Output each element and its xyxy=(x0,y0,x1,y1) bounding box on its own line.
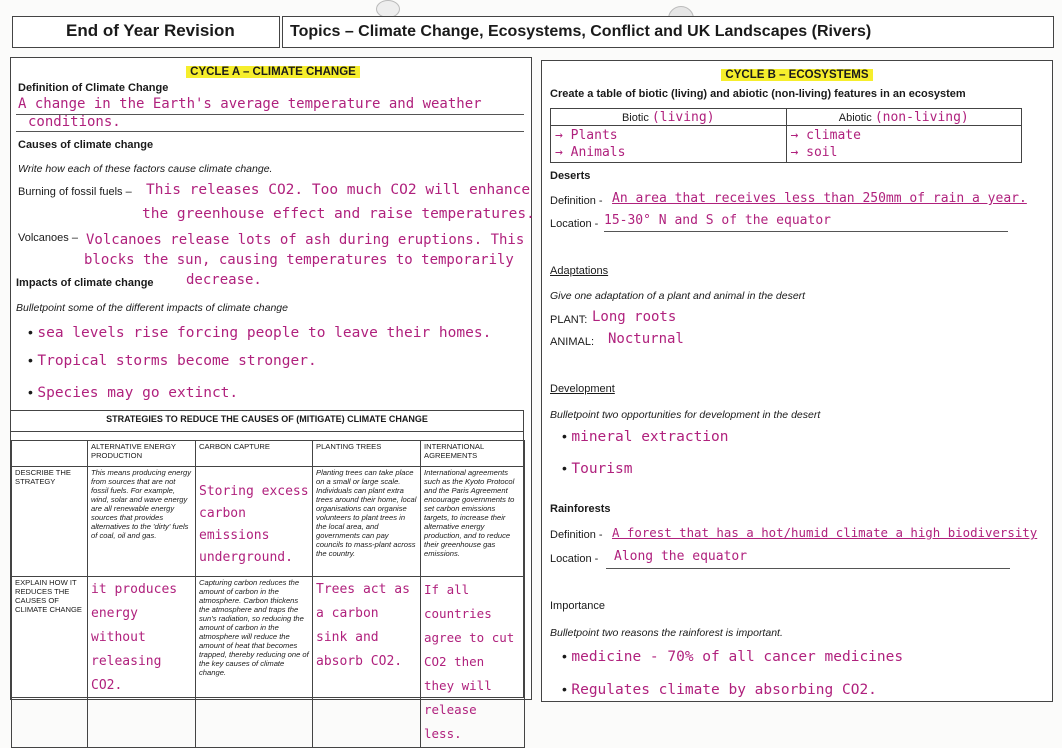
impact-text: Tropical storms become stronger. xyxy=(37,353,317,369)
strategy-description: Storing excess carbon emissions underground. xyxy=(196,467,313,577)
cycle-b-title xyxy=(541,65,1053,83)
biotic-item: → Plants xyxy=(555,128,618,143)
development-text: mineral extraction xyxy=(571,429,729,445)
abiotic-items xyxy=(786,126,1022,163)
importance-heading: Importance xyxy=(550,600,606,612)
cycle-b-title-text: CYCLE B – ECOSYSTEMS xyxy=(721,69,872,81)
column-header: INTERNATIONAL AGREEMENTS xyxy=(421,441,525,467)
column-header: PLANTING TREES xyxy=(313,441,421,467)
causes-heading: Causes of climate change xyxy=(18,139,154,151)
strategies-table xyxy=(10,410,524,741)
importance-text: medicine - 70% of all cancer medicines xyxy=(571,649,904,665)
climate-definition-answer-1: A change in the Earth's average temperature and weather xyxy=(18,96,482,112)
strategy-description: International agreements such as the Kyoto Protocol and the Paris Agreement encourage governments to set carbon emissions targets, to increase their alternative energy production, and to reduce their greenhouse gas emissions. xyxy=(421,467,525,577)
abiotic-item: → climate xyxy=(790,128,861,143)
climate-definition-answer-2: conditions. xyxy=(28,114,121,130)
impacts-instruction: Bulletpoint some of the different impacts of climate change xyxy=(16,302,288,314)
development-item xyxy=(562,428,729,446)
header-title: End of Year Revision xyxy=(66,21,235,40)
bullet-icon: • xyxy=(28,324,33,340)
biotic-items xyxy=(551,126,787,163)
strategy-explanation: Capturing carbon reduces the amount of carbon in the atmosphere. Carbon thickens the atmosphere and traps the sun's radiation, so reducing the amount of carbon in the atmosphere will reduce the amount of heat that becomes trapped, thereby reducing one of the key causes of climate change. xyxy=(196,577,313,748)
animal-label: ANIMAL: xyxy=(550,336,595,348)
strategy-description: Planting trees can take place on a small or large scale. Individuals can plant extra trees around their home, local organisations can organise volunteers to plant trees in the local area, and governments can pay councils to mass-plant across the country. xyxy=(313,467,421,577)
bullet-icon: • xyxy=(562,648,567,664)
biotic-table-instruction: Create a table of biotic (living) and abiotic (non-living) features in an ecosystem xyxy=(550,88,966,100)
biotic-abiotic-table xyxy=(550,108,1022,163)
importance-item xyxy=(562,681,877,699)
cycle-a-title-text: CYCLE A – CLIMATE CHANGE xyxy=(186,66,360,78)
abiotic-item: → soil xyxy=(790,145,838,160)
adaptations-instruction: Give one adaptation of a plant and animal in the desert xyxy=(550,290,806,302)
plant-label: PLANT: xyxy=(550,314,588,326)
answer-line xyxy=(604,231,1008,232)
abiotic-label: Abiotic xyxy=(838,111,872,124)
row-label: DESCRIBE THE STRATEGY xyxy=(12,467,88,577)
strategy-description: This means producing energy from sources that are not fossil fuels. For example, wind, solar and wave energy are all renewable energy sources that provides alternatives to the 'dirty' fuels of coal, oil and gas. xyxy=(88,467,196,577)
desert-definition-answer: An area that receives less than 250mm of rain a year. xyxy=(612,191,1027,206)
fossil-fuels-answer-1: This releases CO2. Too much CO2 will enhance xyxy=(146,182,531,198)
impact-item xyxy=(28,324,491,342)
development-item xyxy=(562,460,632,478)
bullet-icon: • xyxy=(562,681,567,697)
desert-location-label: Location - xyxy=(550,218,599,230)
fossil-fuels-answer-2: the greenhouse effect and raise temperatures. xyxy=(142,206,535,222)
climate-definition-label: Definition of Climate Change xyxy=(18,82,169,94)
biotic-note: (living) xyxy=(651,109,715,125)
answer-line xyxy=(606,568,1010,569)
impact-text: sea levels rise forcing people to leave their homes. xyxy=(37,325,492,341)
volcanoes-label: Volcanoes – xyxy=(18,232,78,244)
strategies-grid xyxy=(11,440,525,748)
cycle-a-title xyxy=(0,62,546,80)
rainforest-location-label: Location - xyxy=(550,553,599,565)
desert-definition-label: Definition - xyxy=(550,195,603,207)
impact-item xyxy=(28,384,238,402)
adaptations-heading: Adaptations xyxy=(550,265,609,277)
development-heading: Development xyxy=(550,383,615,395)
strategy-explanation: it produces energy without releasing CO2. xyxy=(88,577,196,748)
bullet-icon: • xyxy=(562,428,567,444)
bullet-icon: • xyxy=(28,384,33,400)
rainforest-definition-label: Definition - xyxy=(550,529,603,541)
header-topics: Topics – Climate Change, Ecosystems, Conflict and UK Landscapes (Rivers) xyxy=(290,23,872,40)
volcanoes-answer-1: Volcanoes release lots of ash during eruptions. This xyxy=(86,232,525,248)
biotic-item: → Animals xyxy=(555,145,626,160)
row-label: EXPLAIN HOW IT REDUCES THE CAUSES OF CLIMATE CHANGE xyxy=(12,577,88,748)
strategies-title: STRATEGIES TO REDUCE THE CAUSES OF (MITIGATE) CLIMATE CHANGE xyxy=(11,411,523,432)
importance-instruction: Bulletpoint two reasons the rainforest is important. xyxy=(550,627,783,639)
column-header: CARBON CAPTURE xyxy=(196,441,313,467)
desert-location-answer: 15-30° N and S of the equator xyxy=(604,213,831,228)
rainforest-location-answer: Along the equator xyxy=(614,549,748,564)
volcanoes-answer-3: decrease. xyxy=(186,272,262,288)
strategy-explanation: If all countries agree to cut CO2 then they will release less. xyxy=(421,577,525,748)
rainforest-definition-answer: A forest that has a hot/humid climate a high biodiversity xyxy=(612,525,1038,540)
development-instruction: Bulletpoint two opportunities for development in the desert xyxy=(550,409,821,421)
deserts-heading: Deserts xyxy=(550,170,591,182)
development-text: Tourism xyxy=(571,461,633,477)
importance-item xyxy=(562,648,903,666)
importance-text: Regulates climate by absorbing CO2. xyxy=(571,682,877,698)
impact-item xyxy=(28,352,317,370)
biotic-label: Biotic xyxy=(621,111,649,124)
bullet-icon: • xyxy=(562,460,567,476)
abiotic-note: (non-living) xyxy=(874,109,969,125)
rainforests-heading: Rainforests xyxy=(550,503,611,515)
strategy-explanation: Trees act as a carbon sink and absorb CO2. xyxy=(313,577,421,748)
animal-answer: Nocturnal xyxy=(608,331,684,347)
answer-line xyxy=(16,131,524,132)
causes-instruction: Write how each of these factors cause climate change. xyxy=(18,163,273,175)
impacts-heading: Impacts of climate change xyxy=(16,277,154,289)
bullet-icon: • xyxy=(28,352,33,368)
impact-text: Species may go extinct. xyxy=(37,385,239,401)
biotic-header xyxy=(551,109,787,126)
column-header: ALTERNATIVE ENERGY PRODUCTION xyxy=(88,441,196,467)
fossil-fuels-label: Burning of fossil fuels – xyxy=(18,186,132,198)
corner-cell xyxy=(12,441,88,467)
volcanoes-answer-2: blocks the sun, causing temperatures to temporarily xyxy=(84,252,514,268)
abiotic-header xyxy=(786,109,1022,126)
plant-answer: Long roots xyxy=(592,309,677,325)
